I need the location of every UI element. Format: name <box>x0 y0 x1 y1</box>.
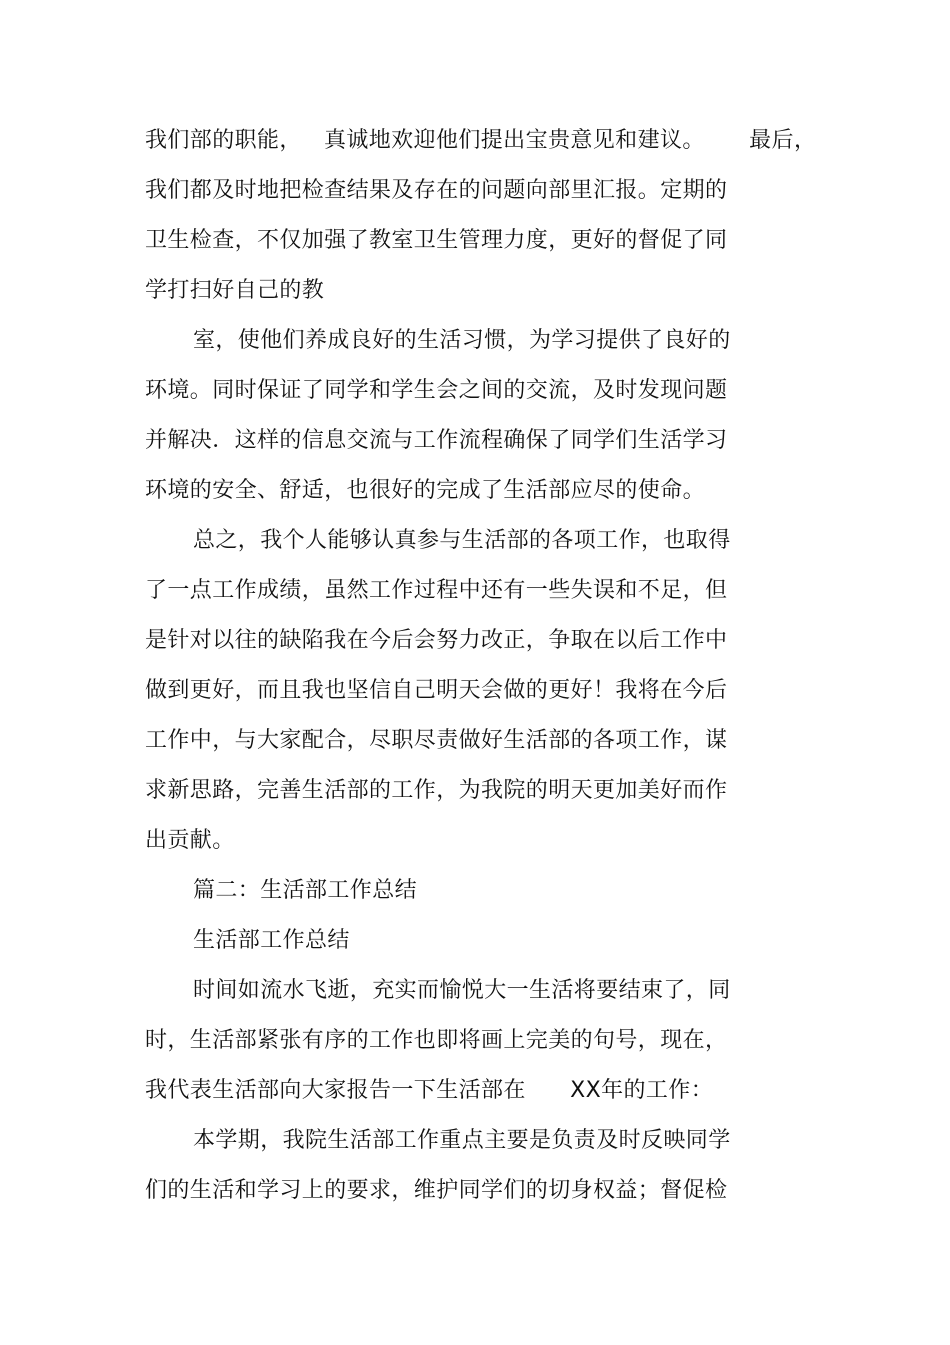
paragraph-start-line: 总之，我个人能够认真参与生活部的各项工作，也取得 <box>193 528 731 553</box>
text-line: 我们部的职能， 真诚地欢迎他们提出宝贵意见和建议。 最后， <box>145 128 817 153</box>
text-line: 环境的安全、舒适，也很好的完成了生活部应尽的使命。 <box>145 478 706 503</box>
paragraph-start-line: 时间如流水飞逝，充实而愉悦大一生活将要结束了，同 <box>193 978 731 1003</box>
paragraph-start-line: 本学期，我院生活部工作重点主要是负责及时反映同学 <box>193 1128 731 1153</box>
text-line: 时，生活部紧张有序的工作也即将画上完美的句号，现在， <box>145 1028 728 1053</box>
paragraph-start-line: 室，使他们养成良好的生活习惯，为学习提供了良好的 <box>193 328 731 353</box>
text-line: 是针对以往的缺陷我在今后会努力改正，争取在以后工作中 <box>145 628 728 653</box>
text-line: 并解决．这样的信息交流与工作流程确保了同学们生活学习 <box>145 428 728 453</box>
text-line: 们的生活和学习上的要求，维护同学们的切身权益；督促检 <box>145 1178 728 1203</box>
text-line: 卫生检查，不仅加强了教室卫生管理力度，更好的督促了同 <box>145 228 728 253</box>
text-line: 我代表生活部向大家报告一下生活部在 XX年的工作： <box>145 1078 714 1103</box>
text-line: 求新思路，完善生活部的工作，为我院的明天更加美好而作 <box>145 778 728 803</box>
section-title: 生活部工作总结 <box>193 928 350 953</box>
text-line: 工作中，与大家配合，尽职尽责做好生活部的各项工作，谋 <box>145 728 728 753</box>
text-line: 了一点工作成绩，虽然工作过程中还有一些失误和不足，但 <box>145 578 728 603</box>
text-line: 出贡献。 <box>145 828 235 853</box>
text-line: 环境。同时保证了同学和学生会之间的交流，及时发现问题 <box>145 378 728 403</box>
text-line: 学打扫好自己的教 <box>145 278 325 303</box>
text-line: 做到更好，而且我也坚信自己明天会做的更好！我将在今后 <box>145 678 728 703</box>
section-heading: 篇二：生活部工作总结 <box>193 878 418 903</box>
text-line: 我们都及时地把检查结果及存在的问题向部里汇报。定期的 <box>145 178 728 203</box>
